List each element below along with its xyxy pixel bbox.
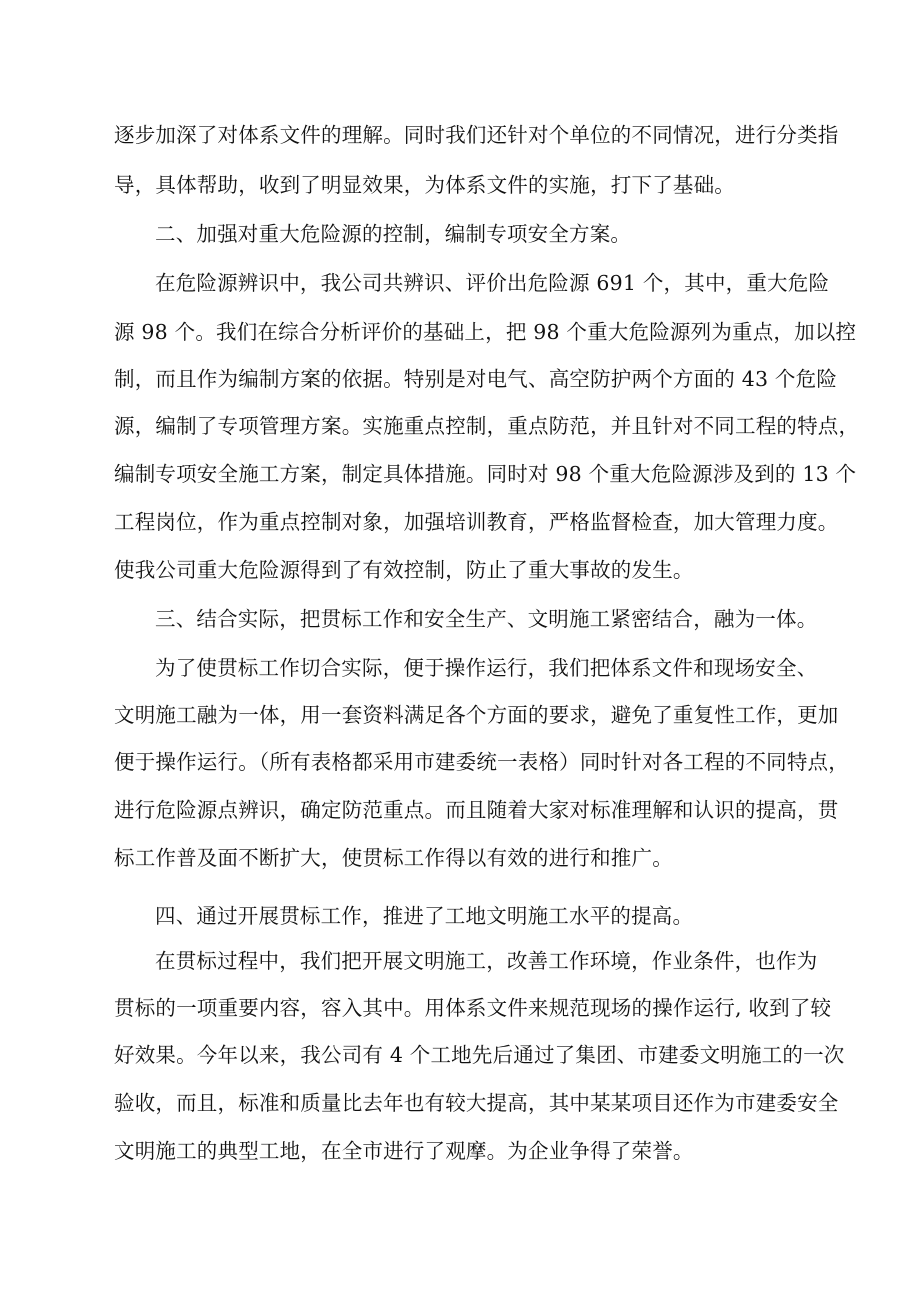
text-line: 好效果。今年以来，我公司有 4 个工地先后通过了集团、市建委文明施工的一次 bbox=[114, 1043, 845, 1067]
text-line: 使我公司重大危险源得到了有效控制，防止了重大事故的发生。 bbox=[114, 558, 694, 582]
text-line: 标工作普及面不断扩大，使贯标工作得以有效的进行和推广。 bbox=[114, 846, 673, 870]
text-line: 贯标的一项重要内容，容入其中。用体系文件来规范现场的操作运行, 收到了较 bbox=[114, 996, 832, 1020]
text-line: 在危险源辨识中，我公司共辨识、评价出危险源 691 个，其中，重大危险 bbox=[155, 271, 830, 295]
text-line: 编制专项安全施工方案，制定具体措施。同时对 98 个重大危险源涉及到的 13 个 bbox=[114, 462, 857, 486]
text-line: 导，具体帮助，收到了明显效果，为体系文件的实施，打下了基础。 bbox=[114, 173, 735, 197]
text-line: 验收，而且，标准和质量比去年也有较大提高，其中某某项目还作为市建委安全 bbox=[114, 1091, 839, 1115]
text-line: 工程岗位，作为重点控制对象，加强培训教育，严格监督检查，加大管理力度。 bbox=[114, 510, 839, 534]
section-heading-4: 四、通过开展贯标工作，推进了工地文明施工水平的提高。 bbox=[155, 904, 694, 928]
section-heading-2: 二、加强对重大危险源的控制，编制专项安全方案。 bbox=[155, 222, 632, 246]
text-line: 为了使贯标工作切合实际，便于操作运行，我们把体系文件和现场安全、 bbox=[155, 656, 818, 680]
text-line: 源 98 个。我们在综合分析评价的基础上，把 98 个重大危险源列为重点，加以控 bbox=[114, 320, 857, 344]
text-line: 文明施工融为一体，用一套资料满足各个方面的要求，避免了重复性工作，更加 bbox=[114, 703, 839, 727]
section-heading-3: 三、结合实际，把贯标工作和安全生产、文明施工紧密结合，融为一体。 bbox=[155, 607, 818, 631]
text-line: 在贯标过程中，我们把开展文明施工，改善工作环境，作业条件，也作为 bbox=[155, 949, 818, 973]
text-line: 进行危险源点辨识，确定防范重点。而且随着大家对标准理解和认识的提高，贯 bbox=[114, 798, 839, 822]
text-line: 源，编制了专项管理方案。实施重点控制，重点防范，并且针对不同工程的特点， bbox=[114, 414, 860, 438]
text-line: 逐步加深了对体系文件的理解。同时我们还针对个单位的不同情况，进行分类指 bbox=[114, 123, 839, 147]
text-line: 制，而且作为编制方案的依据。特别是对电气、高空防护两个方面的 43 个危险 bbox=[114, 367, 838, 391]
text-line: 文明施工的典型工地，在全市进行了观摩。为企业争得了荣誉。 bbox=[114, 1139, 694, 1163]
text-line: 便于操作运行。（所有表格都采用市建委统一表格）同时针对各工程的不同特点， bbox=[114, 750, 849, 774]
